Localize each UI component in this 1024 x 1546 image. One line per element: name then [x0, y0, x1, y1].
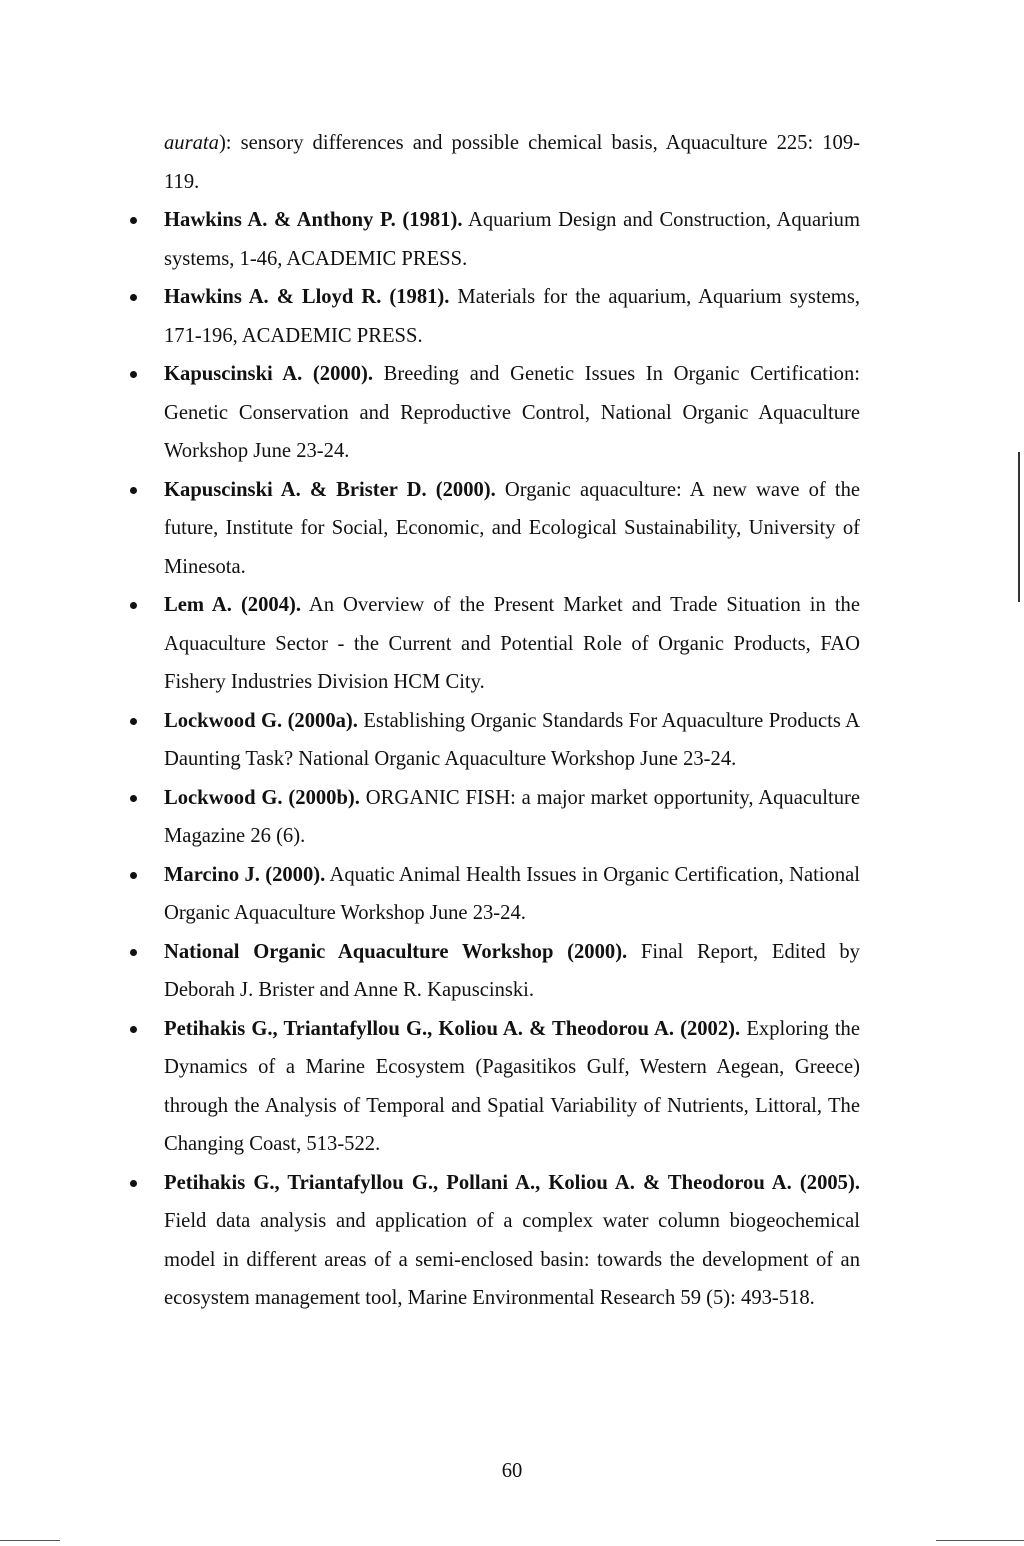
reference-continuation — [130, 124, 860, 201]
reference-authors: Petihakis G., Triantafyllou G., Pollani A., Koliou A. & Theodorou A. (2005). — [164, 1171, 860, 1194]
reference-item — [130, 1164, 860, 1318]
reference-text: Establishing Organic Standards For Aquaculture Products A Daunting Task? National Organic Aquaculture Workshop June 23-24. — [164, 709, 860, 770]
bullet-icon — [130, 201, 140, 240]
reference-authors: Lem A. (2004). — [164, 594, 301, 616]
reference-text: Final Report, Edited by Deborah J. Brister and Anne R. Kapuscinski. — [164, 940, 860, 1001]
reference-item — [130, 1010, 860, 1164]
reference-text: Field data analysis and application of a complex water column biogeochemical model in different areas of a semi-enclosed basin: towards the development of an ecosystem management tool, Marine Environmental Research 59 (5): 493-518. — [164, 1210, 860, 1309]
footer-rule-left — [0, 1540, 60, 1541]
page-number: 60 — [501, 1460, 523, 1482]
reference-text: Organic aquaculture: A new wave of the future, Institute for Social, Economic, and Ecological Sustainability, University of Minesota. — [164, 478, 861, 578]
reference-text: Breeding and Genetic Issues In Organic Certification: Genetic Conservation and Reproductive Control, National Organic Aquaculture Workshop June 23-24. — [164, 363, 860, 462]
bullet-icon — [130, 1164, 140, 1203]
reference-item — [130, 471, 860, 587]
reference-item — [130, 702, 860, 779]
scan-margin-line — [1018, 452, 1020, 602]
bullet-icon — [130, 1010, 140, 1049]
reference-authors: Hawkins A. & Lloyd R. (1981). — [164, 286, 450, 308]
reference-item — [130, 856, 860, 933]
reference-authors: Lockwood G. (2000b). — [164, 786, 360, 809]
reference-text: Materials for the aquarium, Aquarium systems, 171-196, ACADEMIC PRESS. — [164, 286, 860, 347]
bullet-icon — [130, 471, 140, 510]
reference-text: Aquatic Animal Health Issues in Organic Certification, National Organic Aquaculture Workshop June 23-24. — [164, 863, 860, 924]
reference-authors: Kapuscinski A. & Brister D. (2000). — [164, 478, 496, 501]
reference-authors: Petihakis G., Triantafyllou G., Koliou A. & Theodorou A. (2002). — [164, 1017, 741, 1040]
reference-item — [130, 278, 860, 355]
reference-text: An Overview of the Present Market and Trade Situation in the Aquaculture Sector - the Current and Potential Role of Organic Products, FAO Fishery Industries Division HCM City. — [164, 594, 860, 693]
bullet-icon — [130, 586, 140, 625]
bullet-icon — [130, 856, 140, 895]
reference-item — [130, 355, 860, 471]
reference-text: Exploring the Dynamics of a Marine Ecosystem (Pagasitikos Gulf, Western Aegean, Greece) through the Analysis of Temporal and Spatial Variability of Nutrients, Littoral, The Changing Coast, 513-522. — [164, 1017, 860, 1155]
reference-text: Aquarium Design and Construction, Aquarium systems, 1-46, ACADEMIC PRESS. — [164, 209, 860, 270]
reference-item — [130, 586, 860, 702]
reference-authors: Marcino J. (2000). — [164, 863, 326, 886]
reference-item — [130, 933, 860, 1010]
reference-authors: Kapuscinski A. (2000). — [164, 363, 373, 385]
reference-text: ORGANIC FISH: a major market opportunity, Aquaculture Magazine 26 (6). — [164, 786, 861, 847]
bullet-icon — [130, 779, 140, 818]
bullet-icon — [130, 355, 140, 394]
bullet-icon — [130, 278, 140, 317]
species-italic: aurata — [164, 132, 219, 154]
reference-item — [130, 201, 860, 278]
reference-authors: Lockwood G. (2000a). — [164, 709, 358, 732]
reference-list — [130, 124, 860, 1318]
continuation-text: ): sensory differences and possible chemical basis, Aquaculture 225: 109-119. — [164, 132, 860, 193]
reference-authors: National Organic Aquaculture Workshop (2000). — [164, 940, 628, 963]
bullet-icon — [130, 702, 140, 741]
reference-authors: Hawkins A. & Anthony P. (1981). — [164, 209, 463, 231]
footer-rule-right — [936, 1540, 1024, 1541]
reference-item — [130, 779, 860, 856]
bullet-icon — [130, 933, 140, 972]
